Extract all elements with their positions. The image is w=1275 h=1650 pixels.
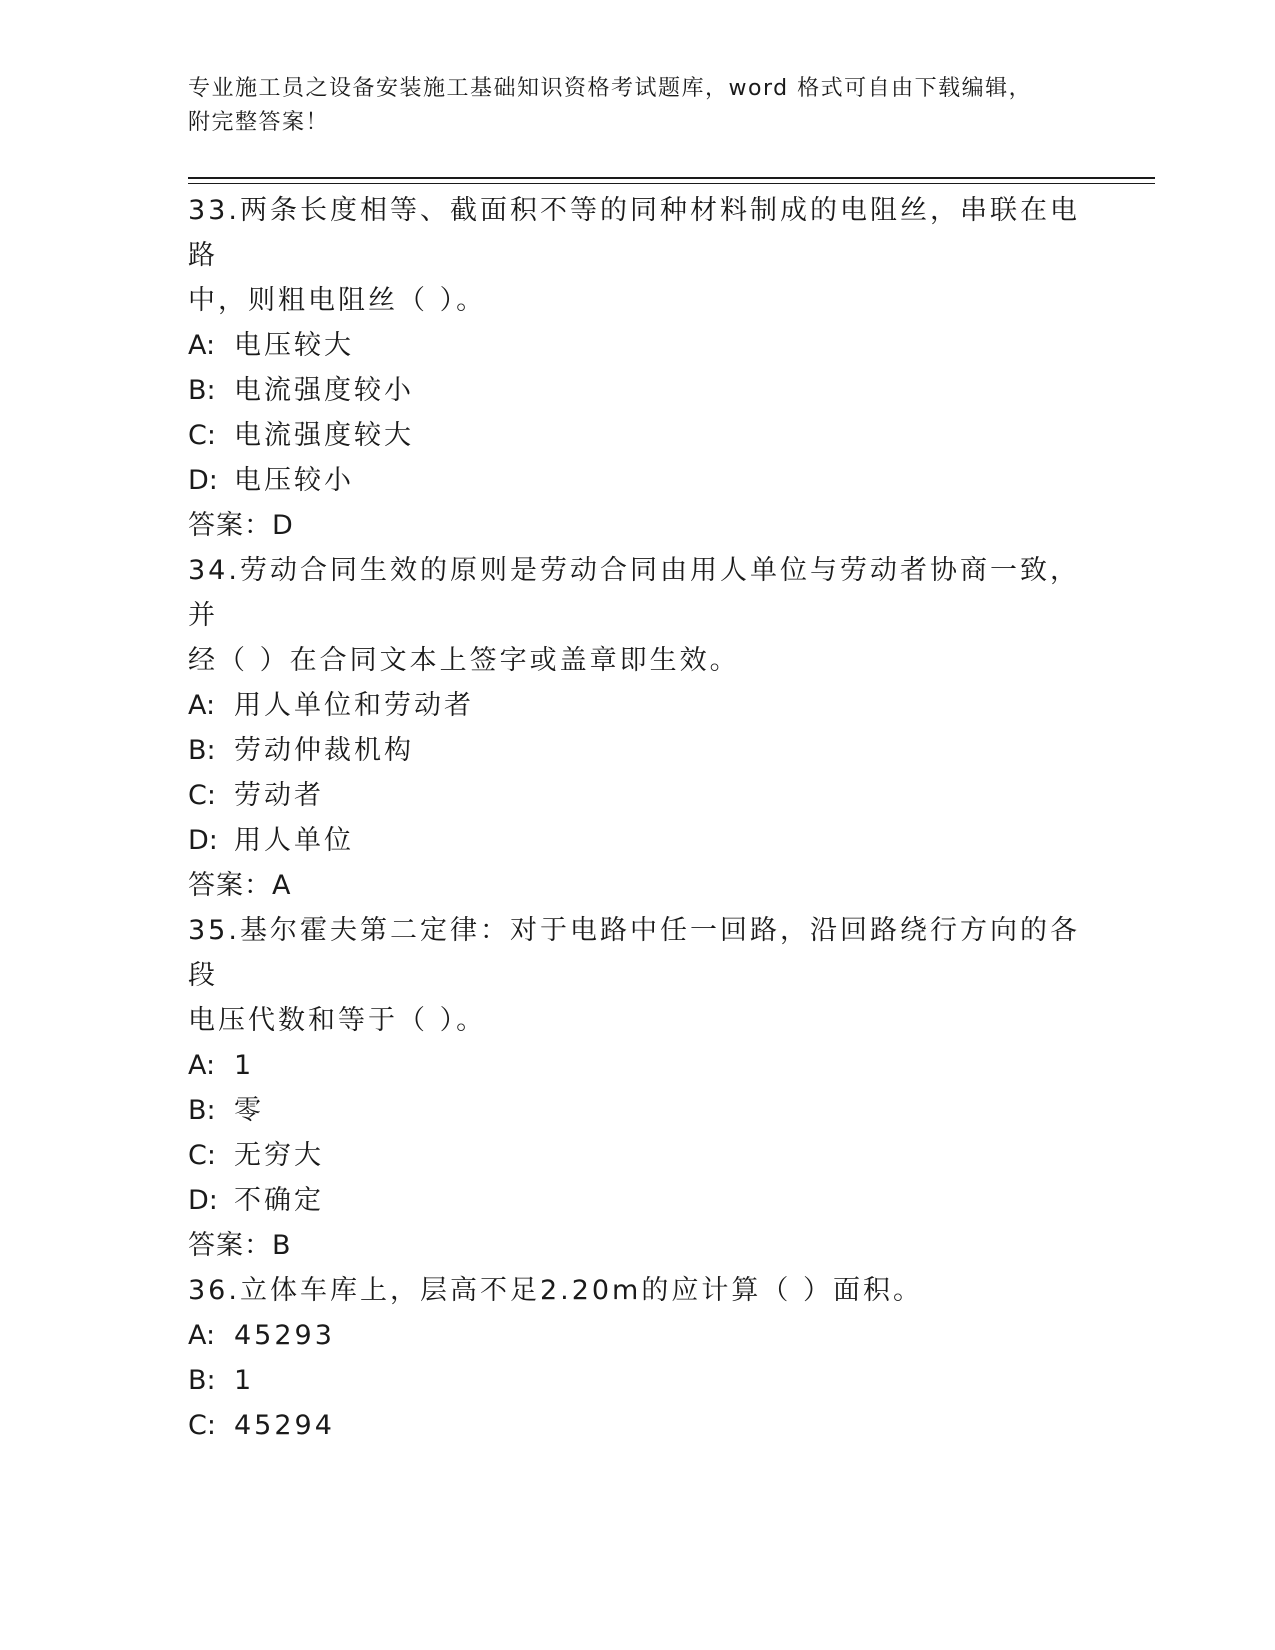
option-c bbox=[188, 413, 1088, 458]
option-key: A: bbox=[188, 1050, 216, 1081]
question-stem-line: 35.基尔霍夫第二定律：对于电路中任一回路，沿回路绕行方向的各段 bbox=[188, 915, 1080, 991]
option-key: A: bbox=[188, 1320, 216, 1351]
answer-line: 答案：D bbox=[188, 510, 294, 541]
question-stem-line: 经（ ）在合同文本上签字或盖章即生效。 bbox=[188, 645, 740, 676]
option-key: D: bbox=[188, 1185, 218, 1216]
question-35 bbox=[188, 908, 1088, 1268]
option-text: 电压较小 bbox=[234, 465, 354, 496]
option-key: A: bbox=[188, 330, 216, 361]
document-header bbox=[188, 72, 1088, 140]
option-key: C: bbox=[188, 1410, 216, 1441]
option-key: C: bbox=[188, 1140, 216, 1171]
option-key: A: bbox=[188, 690, 216, 721]
option-text: 用人单位和劳动者 bbox=[234, 690, 474, 721]
option-text: 无穷大 bbox=[234, 1140, 324, 1171]
option-text: 劳动仲裁机构 bbox=[234, 735, 414, 766]
option-d bbox=[188, 458, 1088, 503]
option-text: 电流强度较大 bbox=[234, 420, 414, 451]
option-text: 1 bbox=[234, 1050, 255, 1081]
question-33 bbox=[188, 188, 1088, 548]
option-d bbox=[188, 1178, 1088, 1223]
answer-line: 答案：A bbox=[188, 870, 292, 901]
option-text: 不确定 bbox=[234, 1185, 324, 1216]
question-stem-line: 电压代数和等于（ ）。 bbox=[188, 1005, 487, 1036]
option-text: 45294 bbox=[234, 1410, 335, 1441]
option-key: C: bbox=[188, 420, 216, 451]
option-text: 1 bbox=[234, 1365, 255, 1396]
header-line-2: 附完整答案！ bbox=[188, 110, 330, 135]
option-key: B: bbox=[188, 1095, 216, 1126]
option-text: 劳动者 bbox=[234, 780, 324, 811]
option-c bbox=[188, 1403, 1088, 1448]
option-c bbox=[188, 773, 1088, 818]
question-34 bbox=[188, 548, 1088, 908]
option-key: B: bbox=[188, 735, 216, 766]
question-stem-line: 33.两条长度相等、截面积不等的同种材料制成的电阻丝，串联在电路 bbox=[188, 195, 1080, 271]
option-text: 45293 bbox=[234, 1320, 335, 1351]
option-b bbox=[188, 1088, 1088, 1133]
header-line-1: 专业施工员之设备安装施工基础知识资格考试题库，word 格式可自由下载编辑， bbox=[188, 76, 1033, 101]
option-text: 用人单位 bbox=[234, 825, 354, 856]
option-a bbox=[188, 323, 1088, 368]
answer-line: 答案：B bbox=[188, 1230, 292, 1261]
option-key: D: bbox=[188, 465, 218, 496]
option-c bbox=[188, 1133, 1088, 1178]
option-b bbox=[188, 728, 1088, 773]
option-text: 零 bbox=[234, 1095, 264, 1126]
option-text: 电流强度较小 bbox=[234, 375, 414, 406]
option-b bbox=[188, 1358, 1088, 1403]
option-key: B: bbox=[188, 1365, 216, 1396]
question-stem-line: 36.立体车库上，层高不足2.20m的应计算（ ）面积。 bbox=[188, 1275, 923, 1306]
question-stem-line: 中，则粗电阻丝（ ）。 bbox=[188, 285, 487, 316]
option-d bbox=[188, 818, 1088, 863]
option-b bbox=[188, 368, 1088, 413]
option-a bbox=[188, 683, 1088, 728]
option-key: B: bbox=[188, 375, 216, 406]
option-text: 电压较大 bbox=[234, 330, 354, 361]
option-key: D: bbox=[188, 825, 218, 856]
option-key: C: bbox=[188, 780, 216, 811]
question-36 bbox=[188, 1268, 1088, 1448]
option-a bbox=[188, 1043, 1088, 1088]
header-divider-thick bbox=[188, 177, 1155, 179]
option-a bbox=[188, 1313, 1088, 1358]
header-divider-thin bbox=[188, 183, 1155, 184]
question-stem-line: 34.劳动合同生效的原则是劳动合同由用人单位与劳动者协商一致，并 bbox=[188, 555, 1080, 631]
